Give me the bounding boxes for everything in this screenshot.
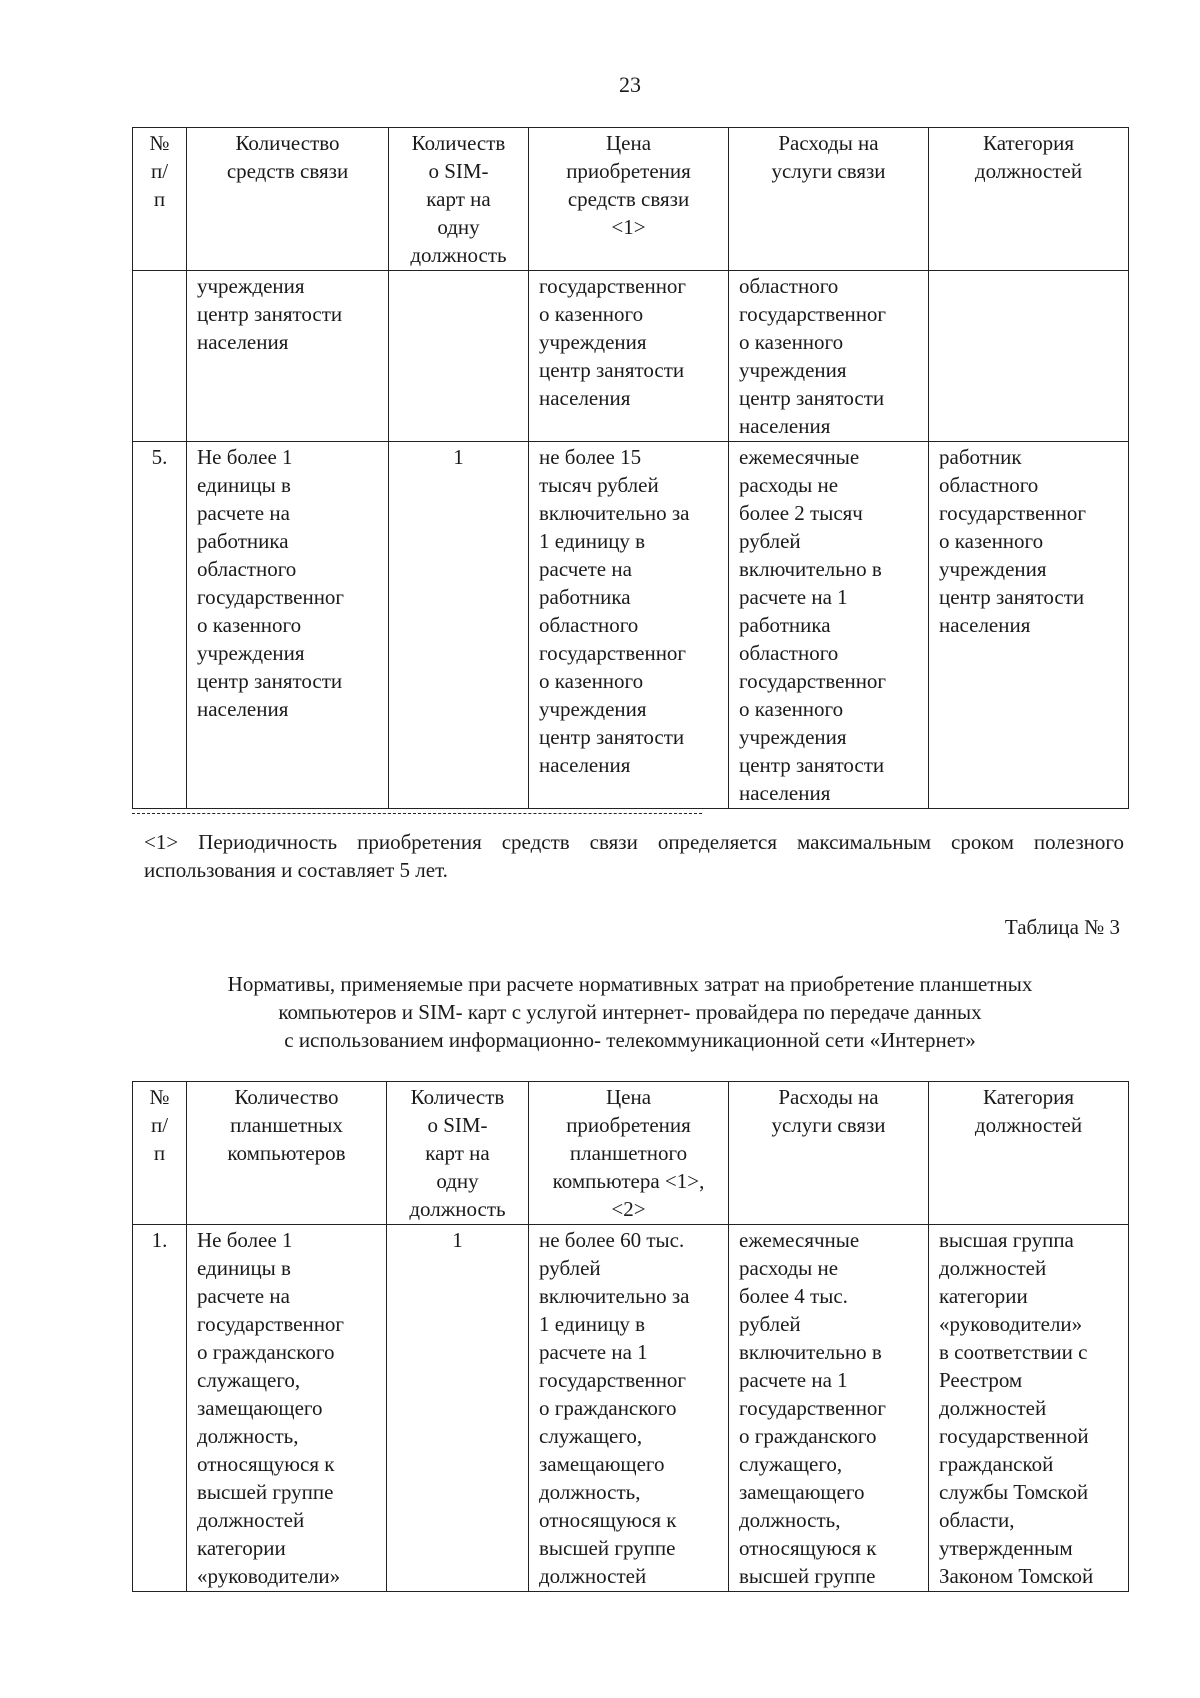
- tablet-computers-table: [132, 1081, 1129, 1592]
- table-header-row: [133, 128, 1129, 271]
- table-title: [132, 970, 1128, 1054]
- table-row: [133, 1225, 1129, 1592]
- table-cell: ежемесячные расходы не более 2 тысяч рублей включительно в расчете на 1 работника областного государственног о казенного учреждения центр занятости населения: [729, 442, 929, 809]
- table-cell: [929, 271, 1129, 442]
- table-caption: Таблица № 3: [1004, 915, 1120, 939]
- table-cell: высшая группа должностей категории «руководители» в соответствии с Реестром должностей государственной гражданской службы Томской области, утвержденным Законом Томской: [929, 1225, 1129, 1592]
- table-cell: областного государственног о казенного учреждения центр занятости населения: [729, 271, 929, 442]
- table-cell: Не более 1 единицы в расчете на работника областного государственног о казенного учреждения центр занятости населения: [187, 442, 389, 809]
- table-cell: [133, 271, 187, 442]
- table-row: [133, 442, 1129, 809]
- table-cell: ежемесячные расходы не более 4 тыс. рублей включительно в расчете на 1 государственног о гражданского служащего, замещающего должность, относящуюся к высшей группе: [729, 1225, 929, 1592]
- footnote: <1> Периодичность приобретения средств связи определяется максимальным сроком полезного использования и составляет 5 лет.: [144, 830, 1124, 882]
- table-header-row: [133, 1082, 1129, 1225]
- header-cell: Цена приобретения средств связи <1>: [529, 128, 729, 271]
- header-cell: № п/ п: [133, 1082, 187, 1225]
- header-cell: Расходы на услуги связи: [729, 128, 929, 271]
- header-cell: Количеств о SIM- карт на одну должность: [387, 1082, 529, 1225]
- table-cell: Не более 1 единицы в расчете на государственног о гражданского служащего, замещающего должность, относящуюся к высшей группе должностей категории «руководители»: [187, 1225, 387, 1592]
- footnote-separator: [132, 813, 702, 814]
- table-title-line: с использованием информационно- телекоммуникационной сети «Интернет»: [284, 1028, 976, 1052]
- header-cell: Количество средств связи: [187, 128, 389, 271]
- table-cell: не более 60 тыс. рублей включительно за 1 единицу в расчете на 1 государственног о гражданского служащего, замещающего должность, относящуюся к высшей группе должностей: [529, 1225, 729, 1592]
- table-cell: не более 15 тысяч рублей включительно за 1 единицу в расчете на работника областного государственног о казенного учреждения центр занятости населения: [529, 442, 729, 809]
- header-cell: Расходы на услуги связи: [729, 1082, 929, 1225]
- table-title-line: компьютеров и SIM- карт с услугой интернет- провайдера по передаче данных: [278, 1000, 982, 1024]
- header-cell: № п/ п: [133, 128, 187, 271]
- table-row: [133, 271, 1129, 442]
- page-number: 23: [619, 72, 641, 97]
- header-cell: Количеств о SIM- карт на одну должность: [389, 128, 529, 271]
- header-cell: Категория должностей: [929, 128, 1129, 271]
- table-cell: учреждения центр занятости населения: [187, 271, 389, 442]
- table-title-line: Нормативы, применяемые при расчете нормативных затрат на приобретение планшетных: [227, 972, 1033, 996]
- header-cell: Категория должностей: [929, 1082, 1129, 1225]
- header-cell: Количество планшетных компьютеров: [187, 1082, 387, 1225]
- table-cell: работник областного государственног о казенного учреждения центр занятости населения: [929, 442, 1129, 809]
- table-cell: государственног о казенного учреждения центр занятости населения: [529, 271, 729, 442]
- table-cell: 5.: [133, 442, 187, 809]
- table-cell: 1: [389, 442, 529, 809]
- communication-means-table: [132, 127, 1129, 809]
- header-cell: Цена приобретения планшетного компьютера <1>, <2>: [529, 1082, 729, 1225]
- table-cell: 1.: [133, 1225, 187, 1592]
- table-cell: [389, 271, 529, 442]
- table-cell: 1: [387, 1225, 529, 1592]
